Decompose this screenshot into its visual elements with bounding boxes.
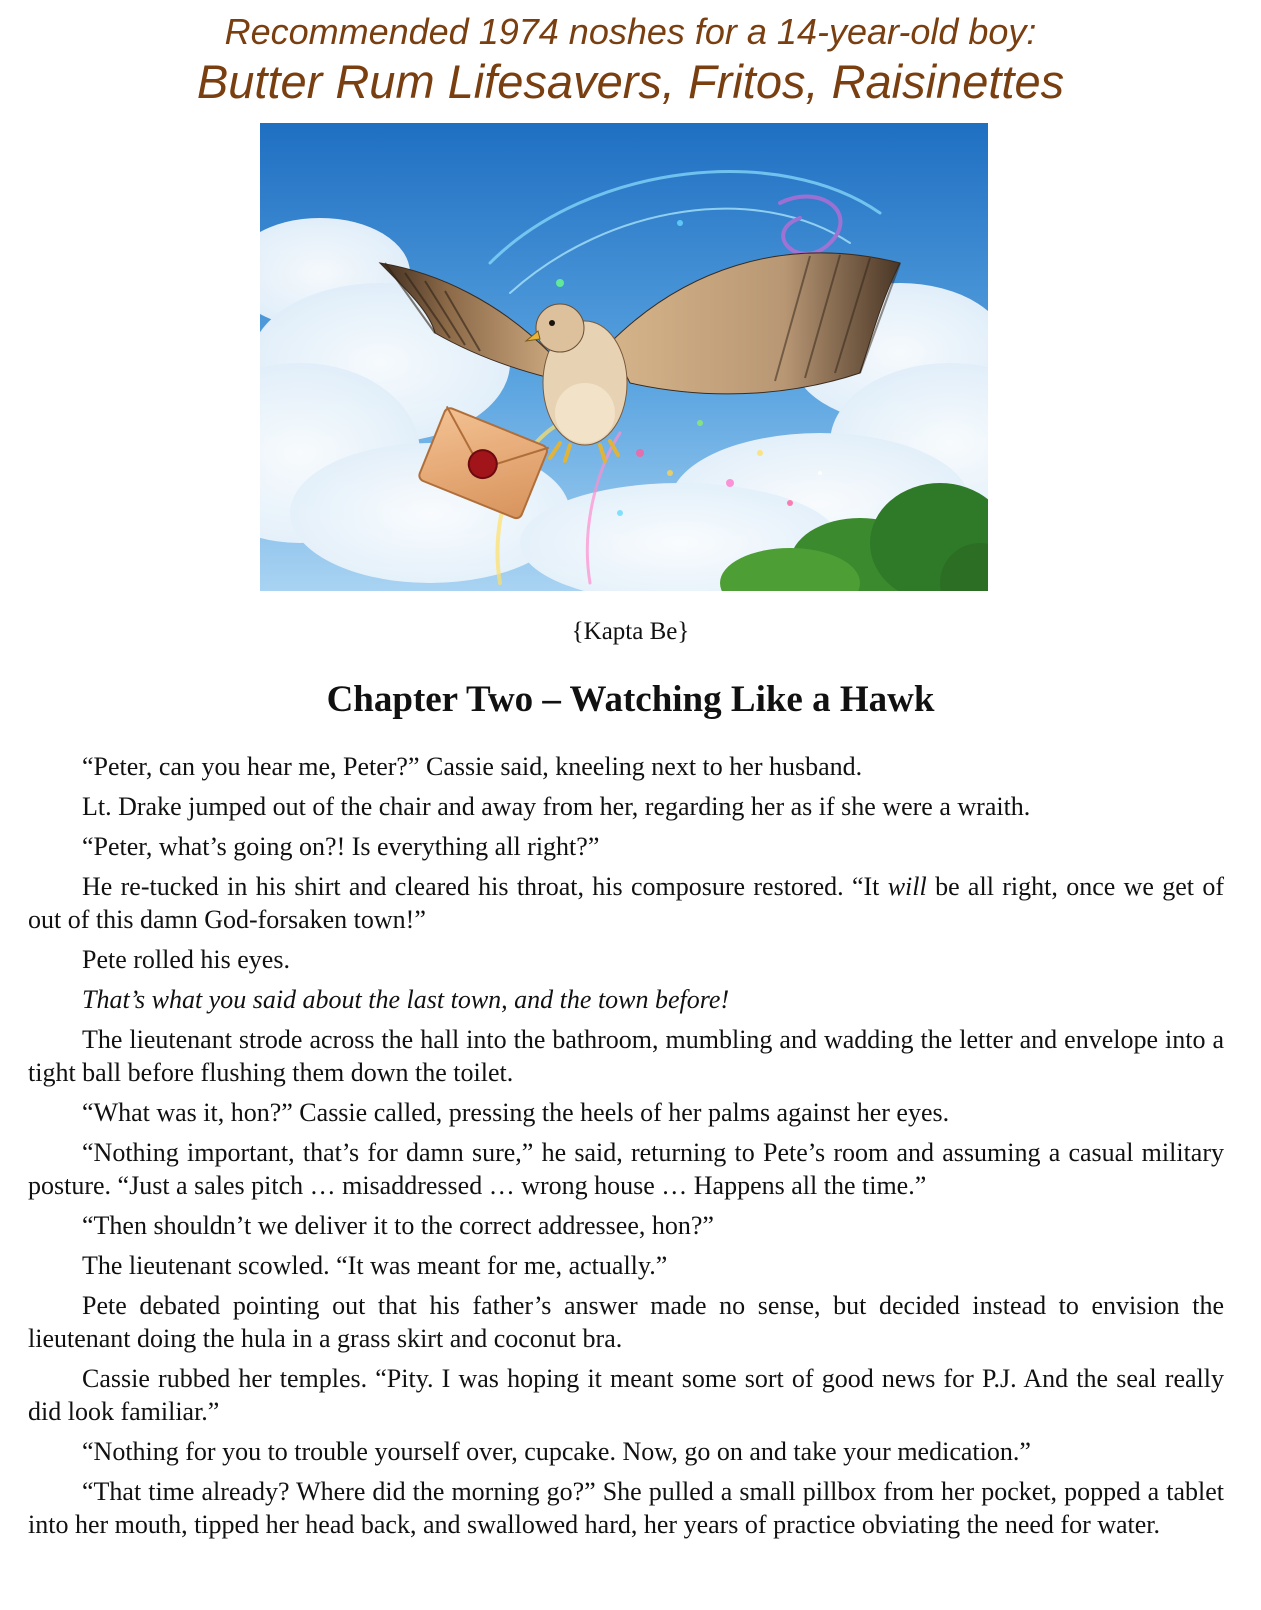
- story-text: [28, 750, 1224, 1548]
- story-paragraph: Pete rolled his eyes.: [82, 945, 290, 974]
- header-subtitle: Recommended 1974 noshes for a 14-year-old boy:: [224, 11, 1037, 52]
- image-credit: {Kapta Be}: [571, 618, 690, 645]
- story-paragraph: “Peter, what’s going on?! Is everything all right?”: [82, 832, 600, 861]
- hawk-illustration: [260, 123, 988, 591]
- story-paragraph: “Nothing for you to trouble yourself over, cupcake. Now, go on and take your medication.”: [82, 1437, 1031, 1466]
- story-paragraph: Pete debated pointing out that his father’s answer made no sense, but decided instead to envision the lieutenant doing the hula in a grass skirt and coconut bra.: [28, 1291, 1224, 1353]
- story-paragraph: “Then shouldn’t we deliver it to the correct addressee, hon?”: [82, 1211, 714, 1240]
- story-paragraph: “That time already? Where did the morning go?” She pulled a small pillbox from her pocket, popped a tablet into her mouth, tipped her head back, and swallowed hard, her years of practice obviating the need for water.: [28, 1477, 1224, 1539]
- header-title: Butter Rum Lifesavers, Fritos, Raisinettes: [196, 55, 1065, 108]
- story-paragraph: “Peter, can you hear me, Peter?” Cassie said, kneeling next to her husband.: [82, 752, 863, 781]
- chapter-title: Chapter Two – Watching Like a Hawk: [326, 679, 935, 720]
- story-paragraph-italic: That’s what you said about the last town, and the town before!: [82, 985, 730, 1014]
- story-paragraph: The lieutenant scowled. “It was meant for me, actually.”: [82, 1251, 668, 1280]
- story-paragraph: “What was it, hon?” Cassie called, pressing the heels of her palms against her eyes.: [82, 1098, 950, 1127]
- story-text-span: He re-tucked in his shirt and cleared his throat, his composure restored. “It: [82, 872, 888, 901]
- story-paragraph: [28, 870, 1224, 936]
- page-header: [0, 10, 1261, 110]
- story-emphasis: will: [887, 872, 927, 901]
- story-paragraph: Lt. Drake jumped out of the chair and away from her, regarding her as if she were a wraith.: [82, 792, 1031, 821]
- story-text-span: be all right, once we get of out of this damn God-forsaken town!”: [28, 872, 1224, 934]
- hawk-carrying-envelope-icon: [260, 123, 988, 591]
- story-paragraph: “Nothing important, that’s for damn sure,” he said, returning to Pete’s room and assuming a casual military posture. “Just a sales pitch … misaddressed … wrong house … Happens all the time.”: [28, 1138, 1224, 1200]
- story-paragraph: Cassie rubbed her temples. “Pity. I was hoping it meant some sort of good news for P.J. And the seal really did look familiar.”: [28, 1364, 1224, 1426]
- story-paragraph: The lieutenant strode across the hall into the bathroom, mumbling and wadding the letter and envelope into a tight ball before flushing them down the toilet.: [28, 1025, 1224, 1087]
